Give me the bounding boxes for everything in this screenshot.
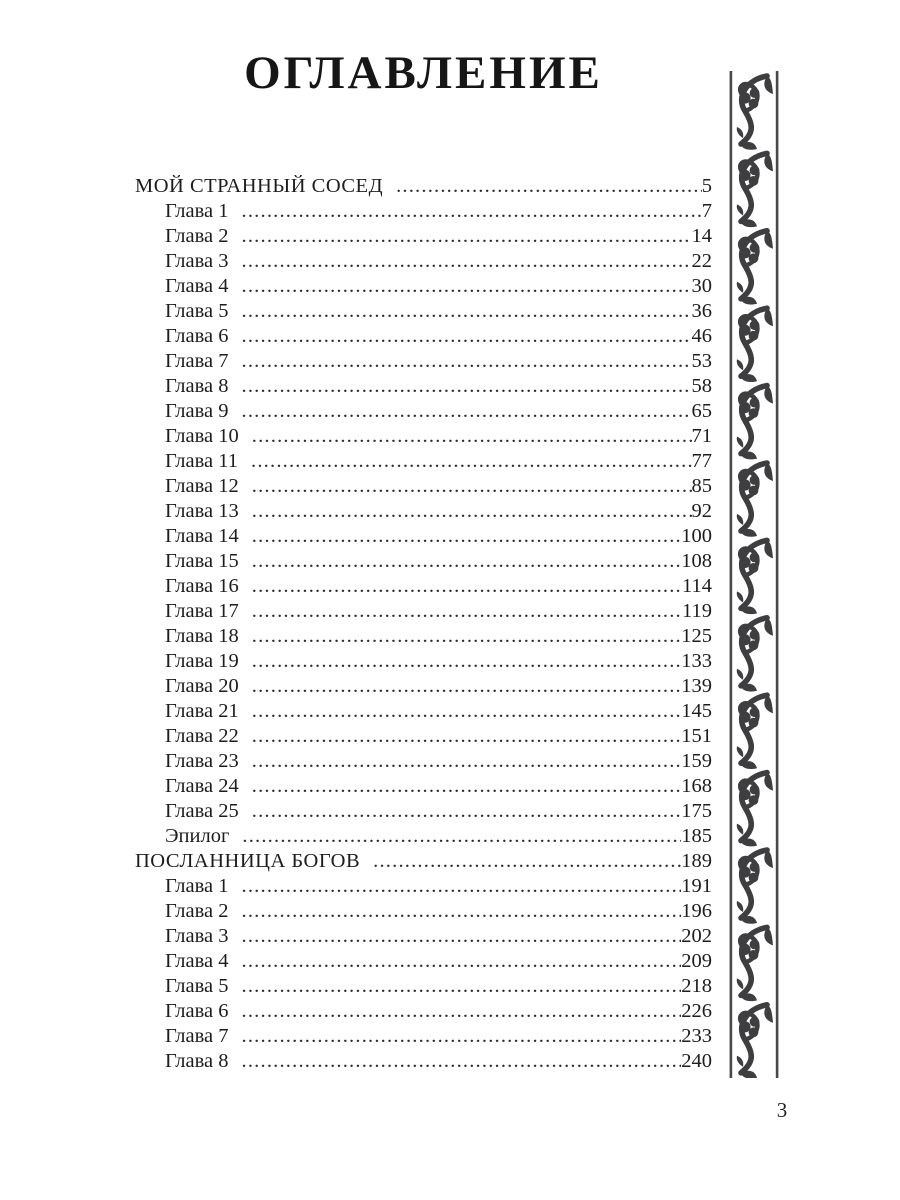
toc-entry-label: Эпилог: [165, 825, 230, 847]
dot-leader: [239, 649, 681, 674]
toc-entry-page: 30: [691, 275, 712, 297]
toc-entry-page: 85: [691, 475, 712, 497]
toc-row: [135, 749, 712, 774]
toc-entry-page: 196: [681, 900, 712, 922]
toc-entry-page: 108: [681, 550, 712, 572]
toc-entry-page: 125: [681, 625, 712, 647]
toc-entry-page: 189: [681, 850, 712, 872]
toc-entry-page: 46: [691, 325, 712, 347]
toc-row: [135, 824, 712, 849]
toc-entry-label: Глава 1: [165, 200, 229, 222]
toc-entry-page: 7: [701, 200, 712, 222]
toc-entry-label: ПОСЛАННИЦА БОГОВ: [135, 850, 361, 872]
toc-entry-label: Глава 20: [165, 675, 239, 697]
toc-entry-page: 92: [691, 500, 712, 522]
toc-entry-label: Глава 4: [165, 275, 229, 297]
toc-row: [135, 999, 712, 1024]
toc-row: [135, 574, 712, 599]
toc-row: [135, 974, 712, 999]
toc-entry-page: 53: [691, 350, 712, 372]
toc-entry-page: 151: [681, 725, 712, 747]
toc-entry-label: МОЙ СТРАННЫЙ СОСЕД: [135, 175, 384, 197]
toc-entry-label: Глава 1: [165, 875, 229, 897]
dot-leader: [229, 924, 682, 949]
toc-entry-page: 77: [691, 450, 712, 472]
dot-leader: [239, 774, 681, 799]
toc-entry-label: Глава 22: [165, 725, 239, 747]
dot-leader: [360, 849, 681, 874]
dot-leader: [239, 599, 682, 624]
toc-entry-page: 191: [681, 875, 712, 897]
dot-leader: [239, 574, 682, 599]
toc-row: [135, 324, 712, 349]
dot-leader: [383, 174, 702, 199]
toc-list: [135, 174, 712, 1074]
dot-leader: [238, 449, 691, 474]
toc-entry-page: 233: [681, 1025, 712, 1047]
toc-entry-page: 100: [681, 525, 712, 547]
toc-entry-label: Глава 2: [165, 225, 229, 247]
toc-row: [135, 199, 712, 224]
toc-row: [135, 724, 712, 749]
toc-row: [135, 399, 712, 424]
toc-entry-label: Глава 3: [165, 925, 229, 947]
toc-row: [135, 299, 712, 324]
toc-row: [135, 599, 712, 624]
toc-entry-page: 240: [681, 1050, 712, 1072]
toc-row: [135, 424, 712, 449]
toc-entry-page: 5: [701, 175, 712, 197]
dot-leader: [229, 349, 692, 374]
dot-leader: [239, 499, 692, 524]
vine-scroll-ornament-border: [729, 71, 779, 1078]
toc-entry-page: 65: [691, 400, 712, 422]
dot-leader: [239, 724, 681, 749]
toc-entry-label: Глава 6: [165, 1000, 229, 1022]
toc-row: [135, 449, 712, 474]
dot-leader: [229, 999, 682, 1024]
toc-entry-label: Глава 19: [165, 650, 239, 672]
toc-entry-label: Глава 10: [165, 425, 239, 447]
toc-entry-label: Глава 18: [165, 625, 239, 647]
toc-entry-label: Глава 12: [165, 475, 239, 497]
dot-leader: [239, 674, 681, 699]
toc-entry-label: Глава 13: [165, 500, 239, 522]
folio-page-number: 3: [776, 1098, 788, 1122]
page-title: ОГЛАВЛЕНИЕ: [244, 47, 603, 99]
toc-row: [135, 699, 712, 724]
toc-entry-page: 218: [681, 975, 712, 997]
toc-entry-page: 139: [681, 675, 712, 697]
toc-entry-label: Глава 11: [165, 450, 239, 472]
toc-row: [135, 524, 712, 549]
dot-leader: [229, 249, 692, 274]
toc-entry-page: 226: [681, 1000, 712, 1022]
toc-entry-page: 114: [682, 575, 712, 597]
toc-row: [135, 224, 712, 249]
toc-entry-page: 14: [691, 225, 712, 247]
dot-leader: [229, 324, 692, 349]
toc-entry-page: 119: [682, 600, 712, 622]
toc-entry-label: Глава 6: [165, 325, 229, 347]
toc-entry-page: 36: [691, 300, 712, 322]
dot-leader: [239, 549, 681, 574]
dot-leader: [229, 874, 682, 899]
dot-leader: [229, 299, 692, 324]
toc-entry-page: 175: [681, 800, 712, 822]
dot-leader: [239, 424, 692, 449]
toc-row: [135, 1049, 712, 1074]
dot-leader: [229, 899, 682, 924]
dot-leader: [239, 749, 681, 774]
toc-row: [135, 774, 712, 799]
toc-row: [135, 1024, 712, 1049]
toc-row: [135, 499, 712, 524]
toc-row: [135, 549, 712, 574]
toc-entry-label: Глава 2: [165, 900, 229, 922]
toc-entry-page: 202: [681, 925, 712, 947]
toc-entry-page: 71: [691, 425, 712, 447]
toc-entry-page: 209: [681, 950, 712, 972]
toc-entry-label: Глава 4: [165, 950, 229, 972]
dot-leader: [229, 399, 692, 424]
toc-entry-label: Глава 5: [165, 300, 229, 322]
toc-entry-label: Глава 7: [165, 1025, 229, 1047]
toc-entry-label: Глава 25: [165, 800, 239, 822]
toc-row: [135, 249, 712, 274]
toc-entry-page: 145: [681, 700, 712, 722]
toc-row: [135, 899, 712, 924]
dot-leader: [239, 524, 681, 549]
dot-leader: [229, 374, 692, 399]
toc-entry-label: Глава 5: [165, 975, 229, 997]
toc-entry-label: Глава 21: [165, 700, 239, 722]
dot-leader: [229, 1024, 682, 1049]
dot-leader: [229, 1049, 682, 1074]
toc-entry-label: Глава 3: [165, 250, 229, 272]
toc-row: [135, 649, 712, 674]
toc-row: [135, 624, 712, 649]
dot-leader: [239, 799, 681, 824]
dot-leader: [229, 224, 692, 249]
toc-entry-page: 168: [681, 775, 712, 797]
toc-entry-label: Глава 8: [165, 1050, 229, 1072]
toc-entry-label: Глава 16: [165, 575, 239, 597]
toc-entry-label: Глава 14: [165, 525, 239, 547]
toc-entry-page: 159: [681, 750, 712, 772]
toc-row: [135, 674, 712, 699]
dot-leader: [229, 974, 682, 999]
toc-entry-label: Глава 17: [165, 600, 239, 622]
toc-entry-page: 58: [691, 375, 712, 397]
toc-row: [135, 799, 712, 824]
toc-row: [135, 949, 712, 974]
toc-row: [135, 849, 712, 874]
toc-entry-label: Глава 8: [165, 375, 229, 397]
toc-entry-page: 185: [681, 825, 712, 847]
toc-entry-label: Глава 23: [165, 750, 239, 772]
dot-leader: [229, 199, 702, 224]
toc-row: [135, 874, 712, 899]
toc-row: [135, 924, 712, 949]
toc-row: [135, 274, 712, 299]
toc-entry-label: Глава 7: [165, 350, 229, 372]
dot-leader: [229, 274, 692, 299]
toc-row: [135, 374, 712, 399]
toc-entry-page: 133: [681, 650, 712, 672]
dot-leader: [239, 699, 681, 724]
toc-entry-label: Глава 15: [165, 550, 239, 572]
dot-leader: [239, 624, 681, 649]
toc-row: [135, 349, 712, 374]
dot-leader: [239, 474, 692, 499]
dot-leader: [229, 949, 682, 974]
dot-leader: [229, 824, 681, 849]
toc-entry-page: 22: [691, 250, 712, 272]
toc-entry-label: Глава 9: [165, 400, 229, 422]
toc-entry-label: Глава 24: [165, 775, 239, 797]
toc-row: [135, 174, 712, 199]
toc-row: [135, 474, 712, 499]
